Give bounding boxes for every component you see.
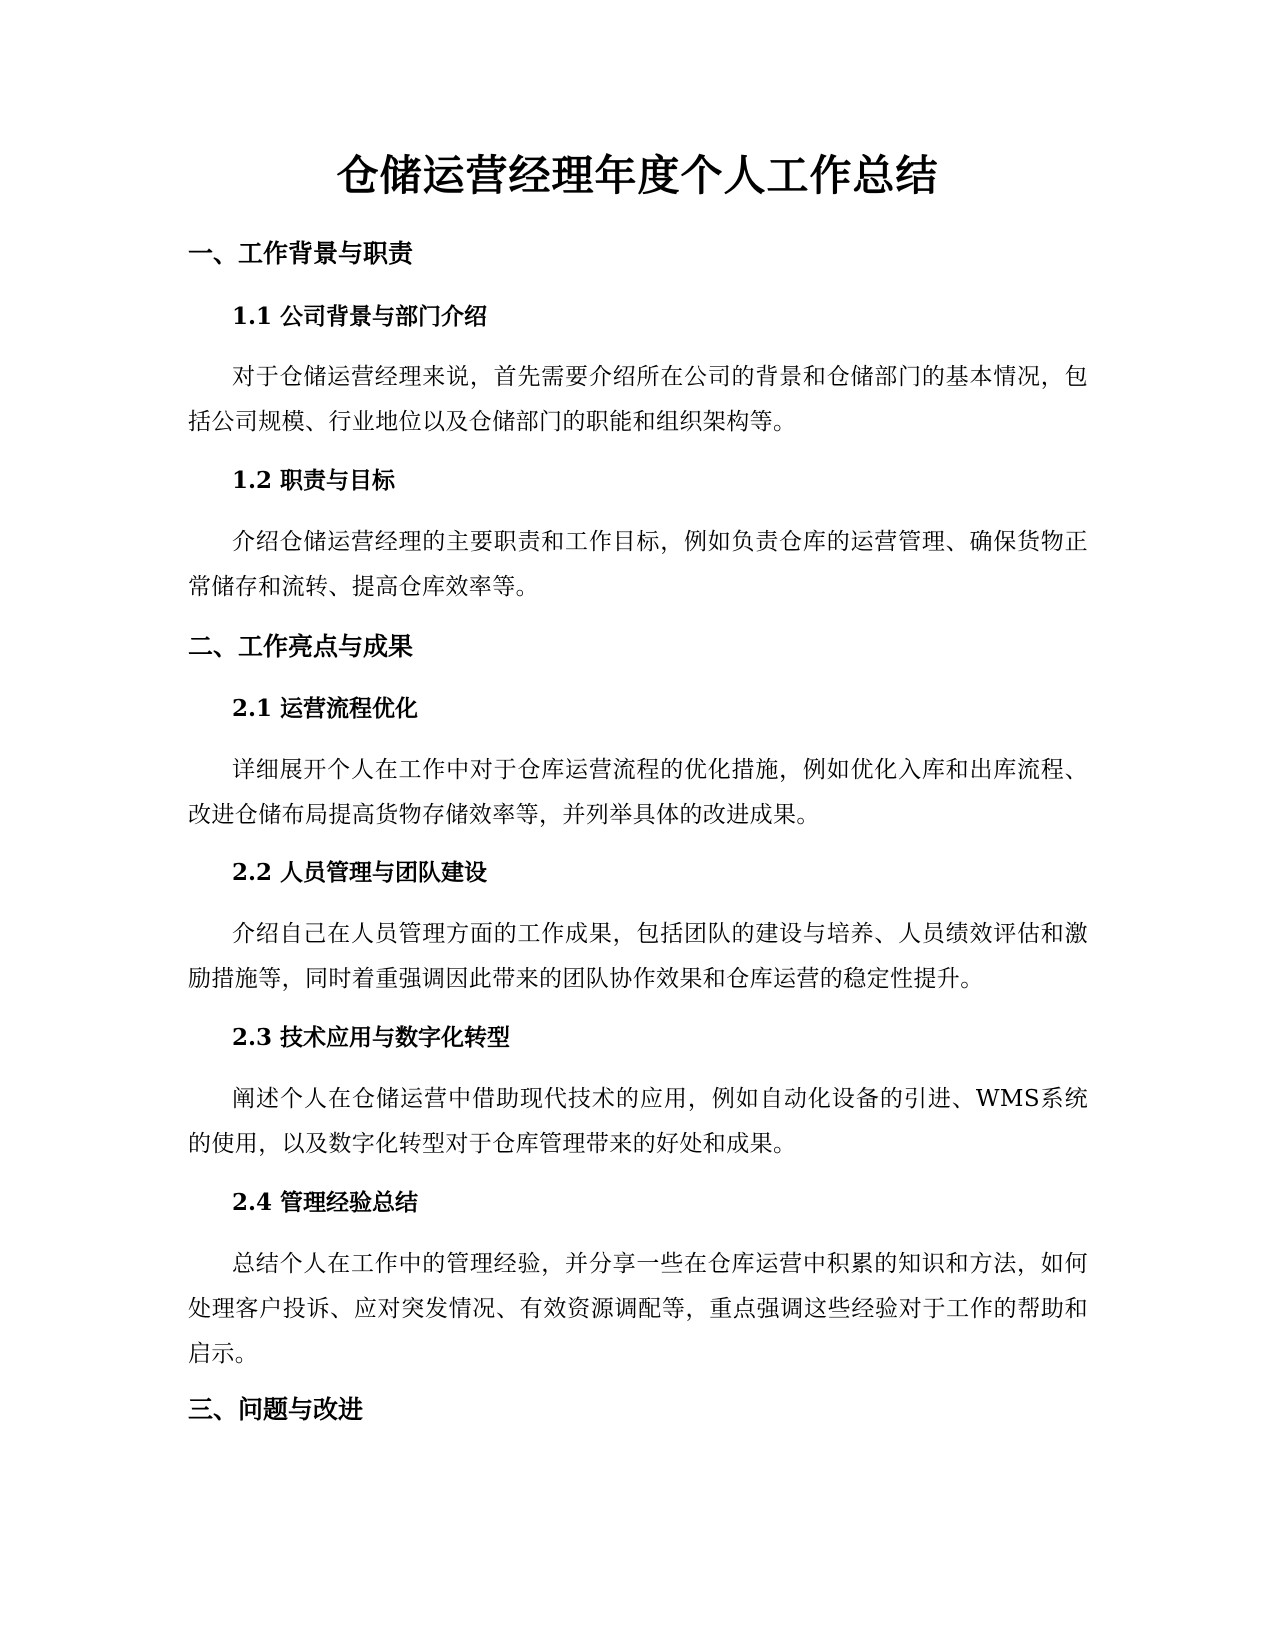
paragraph-2-2: 介绍自己在人员管理方面的工作成果，包括团队的建设与培养、人员绩效评估和激励措施等，同时着重强调因此带来的团队协作效果和仓库运营的稳定性提升。 (188, 921, 1088, 992)
subsection-heading-2-4: 2.4 管理经验总结 (232, 1189, 419, 1216)
subsection-heading-2-2: 2.2 人员管理与团队建设 (232, 859, 488, 886)
paragraph-2-3: 阐述个人在仓储运营中借助现代技术的应用，例如自动化设备的引进、WMS系统的使用，以及数字化转型对于仓库管理带来的好处和成果。 (188, 1086, 1088, 1157)
document-title: 仓储运营经理年度个人工作总结 (336, 151, 939, 200)
section-heading-2: 二、工作亮点与成果 (188, 632, 414, 661)
paragraph-2-4: 总结个人在工作中的管理经验，并分享一些在仓库运营中积累的知识和方法，如何处理客户投诉、应对突发情况、有效资源调配等，重点强调这些经验对于工作的帮助和启示。 (188, 1251, 1088, 1367)
subsection-heading-2-3: 2.3 技术应用与数字化转型 (232, 1024, 511, 1051)
paragraph-2-1: 详细展开个人在工作中对于仓库运营流程的优化措施，例如优化入库和出库流程、改进仓储布局提高货物存储效率等，并列举具体的改进成果。 (188, 757, 1088, 828)
section-heading-3: 三、问题与改进 (188, 1395, 364, 1424)
section-heading-1: 一、工作背景与职责 (188, 239, 414, 268)
subsection-heading-1-2: 1.2 职责与目标 (232, 467, 396, 494)
paragraph-1-1: 对于仓储运营经理来说，首先需要介绍所在公司的背景和仓储部门的基本情况，包括公司规模、行业地位以及仓储部门的职能和组织架构等。 (188, 364, 1088, 435)
subsection-heading-1-1: 1.1 公司背景与部门介绍 (232, 303, 488, 330)
paragraph-1-2: 介绍仓储运营经理的主要职责和工作目标，例如负责仓库的运营管理、确保货物正常储存和流转、提高仓库效率等。 (188, 529, 1088, 600)
subsection-heading-2-1: 2.1 运营流程优化 (232, 695, 419, 722)
